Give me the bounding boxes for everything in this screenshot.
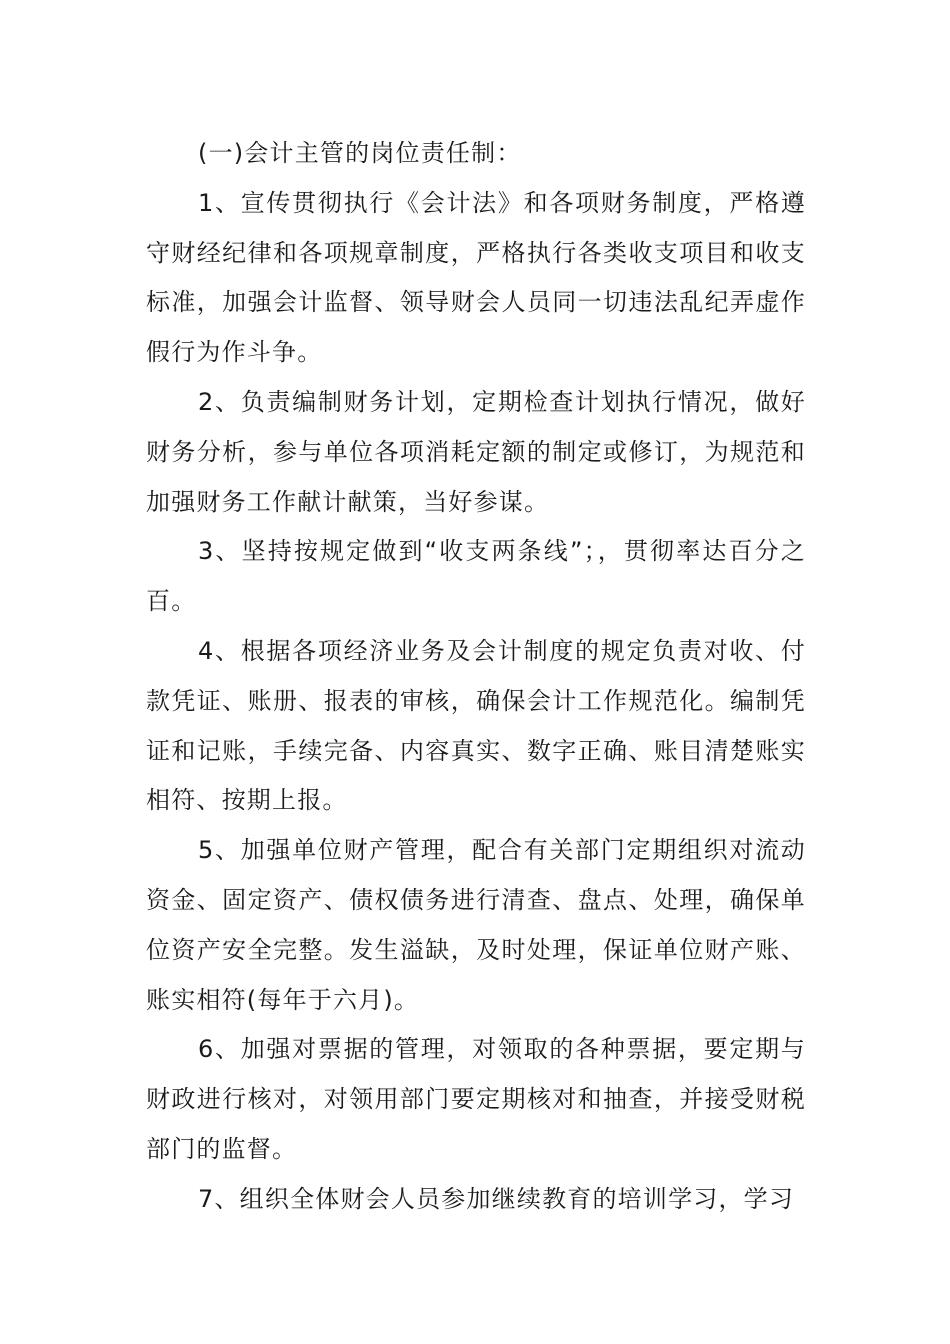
paragraph-4: 4、根据各项经济业务及会计制度的规定负责对收、付款凭证、账册、报表的审核，确保会计工作规范化。编制凭证和记账，手续完备、内容真实、数字正确、账目清楚账实相符、按期上报。	[146, 636, 806, 815]
paragraph-6: 6、加强对票据的管理，对领取的各种票据，要定期与财政进行核对，对领用部门要定期核对和抽查，并接受财税部门的监督。	[146, 1035, 806, 1163]
document-body	[146, 129, 806, 1225]
paragraph-7: 7、组织全体财会人员参加继续教育的培训学习，学习	[198, 1184, 795, 1213]
paragraph-5: 5、加强单位财产管理，配合有关部门定期组织对流动资金、固定资产、债权债务进行清查、盘点、处理，确保单位资产安全完整。发生溢缺，及时处理，保证单位财产账、账实相符(每年于六月)。	[146, 836, 806, 1014]
paragraph-3: 3、坚持按规定做到“收支两条线”；，贯彻率达百分之百。	[146, 537, 806, 616]
paragraph-1: 1、宣传贯彻执行《会计法》和各项财务制度，严格遵守财经纪律和各项规章制度，严格执行各类收支项目和收支标准，加强会计监督、领导财会人员同一切违法乱纪弄虚作假行为作斗争。	[146, 188, 806, 367]
section-heading: (一)会计主管的岗位责任制：	[198, 139, 522, 167]
paragraph-2: 2、负责编制财务计划，定期检查计划执行情况，做好财务分析，参与单位各项消耗定额的制定或修订，为规范和加强财务工作献计献策，当好参谋。	[146, 387, 806, 516]
